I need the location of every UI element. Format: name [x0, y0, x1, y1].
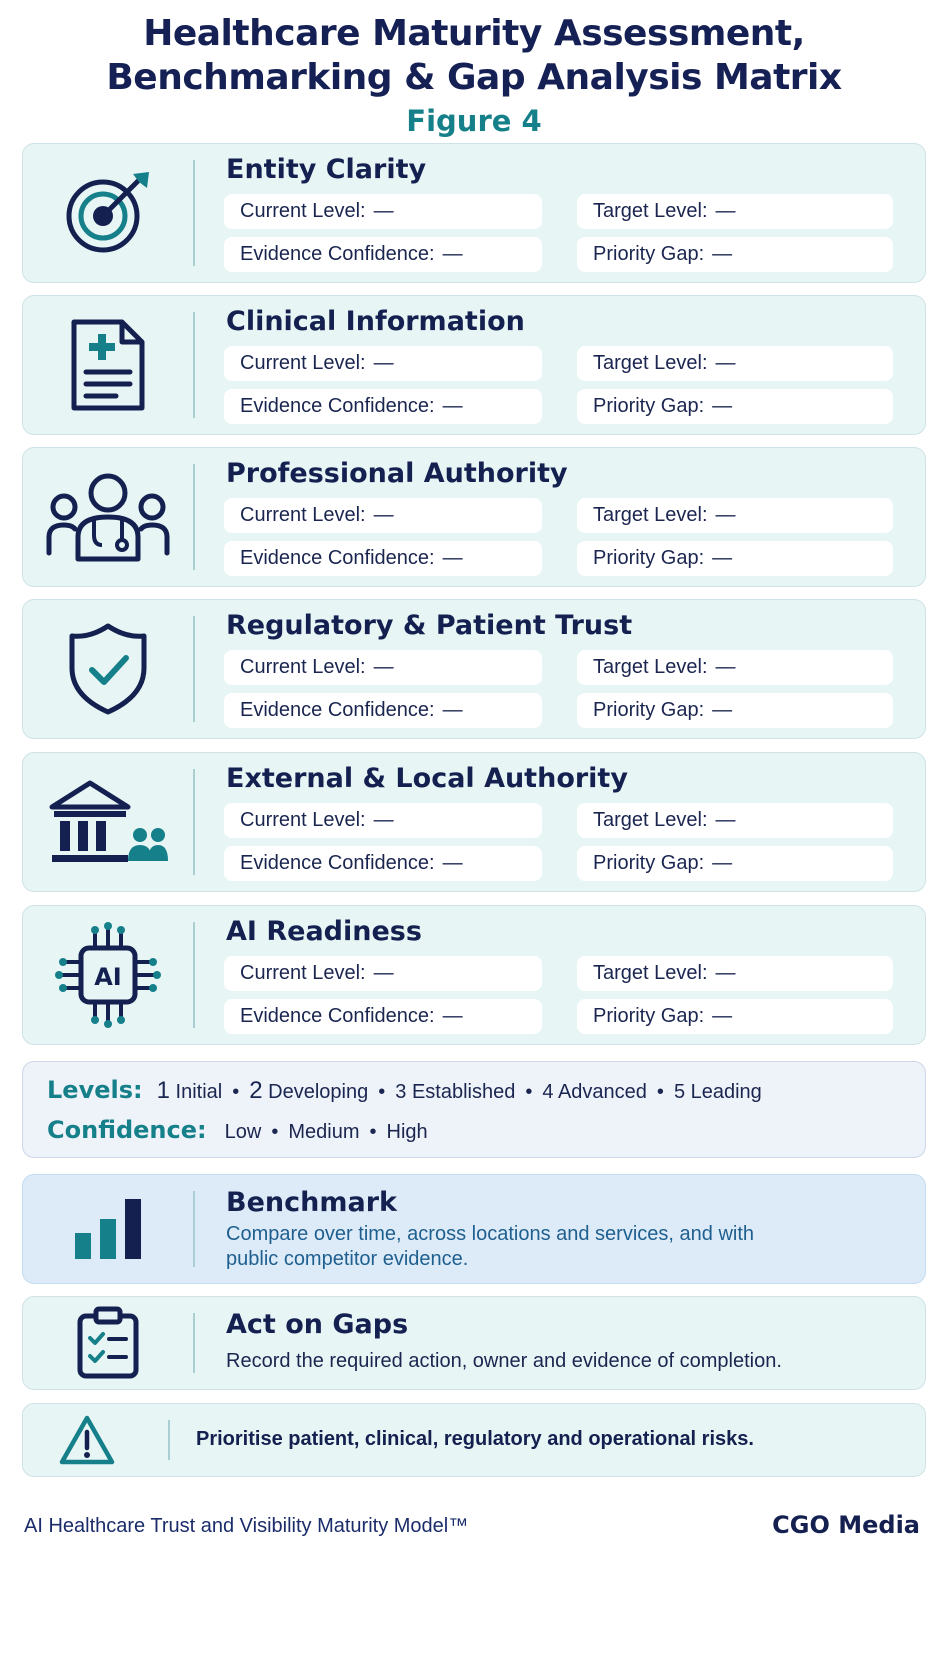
target-level-label: Target Level:: [593, 504, 708, 526]
category-card-external-authority: [22, 752, 926, 892]
target-level-field: [577, 498, 893, 533]
target-level-value: —: [715, 352, 736, 374]
evidence-confidence-field: [224, 389, 542, 424]
priority-gap-field: [577, 846, 893, 881]
level-number: 3: [395, 1081, 407, 1103]
priority-gap-label: Priority Gap:: [593, 243, 705, 265]
target-icon: [23, 144, 193, 282]
evidence-confidence-value: —: [442, 395, 463, 417]
clinician-team-icon: [23, 448, 193, 586]
clipboard-checklist-icon: [23, 1297, 193, 1389]
confidence-level: Medium: [288, 1121, 360, 1143]
evidence-confidence-label: Evidence Confidence:: [240, 547, 435, 569]
target-level-value: —: [715, 962, 736, 984]
category-card-clinical-information: [22, 295, 926, 435]
card-divider: [193, 769, 195, 875]
evidence-confidence-label: Evidence Confidence:: [240, 1005, 435, 1027]
title-line-2: Benchmarking & Gap Analysis Matrix: [106, 57, 842, 98]
current-level-label: Current Level:: [240, 504, 366, 526]
priority-gap-value: —: [712, 395, 733, 417]
svg-text:AI: AI: [94, 963, 122, 991]
category-card-entity-clarity: [22, 143, 926, 283]
priority-gap-field: [577, 237, 893, 272]
category-title: External & Local Authority: [226, 763, 628, 794]
target-level-label: Target Level:: [593, 962, 708, 984]
target-level-label: Target Level:: [593, 200, 708, 222]
evidence-confidence-field: [224, 237, 542, 272]
category-title: Professional Authority: [226, 458, 568, 489]
levels-list: [157, 1077, 762, 1105]
levels-row: [47, 1076, 762, 1105]
target-level-label: Target Level:: [593, 352, 708, 374]
evidence-confidence-value: —: [442, 243, 463, 265]
priority-gap-label: Priority Gap:: [593, 395, 705, 417]
evidence-confidence-label: Evidence Confidence:: [240, 395, 435, 417]
evidence-confidence-value: —: [442, 852, 463, 874]
priority-gap-field: [577, 693, 893, 728]
category-card-professional-authority: [22, 447, 926, 587]
ai-chip-icon: [23, 906, 193, 1044]
evidence-confidence-label: Evidence Confidence:: [240, 699, 435, 721]
priority-gap-label: Priority Gap:: [593, 1005, 705, 1027]
separator-dot: •: [232, 1081, 240, 1103]
confidence-list: [225, 1121, 428, 1144]
current-level-value: —: [373, 200, 394, 222]
level-name: Advanced: [557, 1081, 647, 1103]
scale-legend: [22, 1061, 926, 1158]
priority-gap-value: —: [712, 1005, 733, 1027]
level-name: Leading: [690, 1081, 762, 1103]
brand-logo: CGO Media: [772, 1511, 920, 1539]
current-level-value: —: [373, 504, 394, 526]
figure-label: Figure 4: [406, 104, 542, 138]
card-divider: [193, 312, 195, 418]
current-level-label: Current Level:: [240, 352, 366, 374]
level-number: 1: [156, 1077, 170, 1104]
level-name: Developing: [268, 1081, 369, 1103]
category-title: Regulatory & Patient Trust: [226, 610, 633, 641]
separator-dot: •: [271, 1121, 279, 1143]
current-level-field: [224, 498, 542, 533]
benchmark-title: Benchmark: [226, 1187, 397, 1218]
evidence-confidence-field: [224, 999, 542, 1034]
separator-dot: •: [378, 1081, 386, 1103]
evidence-confidence-field: [224, 846, 542, 881]
current-level-field: [224, 650, 542, 685]
act-title: Act on Gaps: [226, 1309, 409, 1340]
priority-gap-value: —: [712, 852, 733, 874]
category-title: AI Readiness: [226, 916, 422, 947]
benchmark-desc-line-2: public competitor evidence.: [226, 1248, 469, 1270]
act-on-gaps-card: [22, 1296, 926, 1390]
priority-gap-value: —: [712, 243, 733, 265]
card-divider: [168, 1420, 170, 1460]
current-level-field: [224, 346, 542, 381]
evidence-confidence-field: [224, 541, 542, 576]
priority-gap-label: Priority Gap:: [593, 547, 705, 569]
bar-chart-icon: [23, 1175, 193, 1283]
levels-label: Levels:: [47, 1076, 143, 1104]
page-title: [0, 12, 948, 100]
evidence-confidence-value: —: [442, 1005, 463, 1027]
card-divider: [193, 464, 195, 570]
medical-document-icon: [23, 296, 193, 434]
card-divider: [193, 1191, 195, 1267]
card-divider: [193, 160, 195, 266]
confidence-label: Confidence:: [47, 1116, 207, 1144]
current-level-label: Current Level:: [240, 656, 366, 678]
level-name: Initial: [175, 1081, 223, 1103]
warning-triangle-icon: [59, 1414, 115, 1471]
benchmark-desc-line-1: Compare over time, across locations and services, and with: [226, 1223, 755, 1245]
current-level-value: —: [373, 656, 394, 678]
card-divider: [193, 616, 195, 722]
current-level-label: Current Level:: [240, 809, 366, 831]
evidence-confidence-value: —: [442, 699, 463, 721]
current-level-value: —: [373, 352, 394, 374]
confidence-level: High: [386, 1121, 428, 1143]
target-level-label: Target Level:: [593, 809, 708, 831]
priority-gap-value: —: [712, 547, 733, 569]
current-level-label: Current Level:: [240, 962, 366, 984]
priority-gap-field: [577, 389, 893, 424]
confidence-level: Low: [224, 1121, 262, 1143]
level-number: 2: [249, 1077, 263, 1104]
risk-priority-note: [22, 1403, 926, 1477]
institution-people-icon: [23, 753, 193, 891]
separator-dot: •: [525, 1081, 533, 1103]
evidence-confidence-field: [224, 693, 542, 728]
target-level-field: [577, 803, 893, 838]
model-name: AI Healthcare Trust and Visibility Maturity Model™: [24, 1515, 469, 1537]
current-level-field: [224, 803, 542, 838]
category-title: Entity Clarity: [226, 154, 427, 185]
target-level-value: —: [715, 504, 736, 526]
target-level-field: [577, 650, 893, 685]
target-level-field: [577, 194, 893, 229]
shield-check-icon: [23, 600, 193, 738]
current-level-value: —: [373, 962, 394, 984]
target-level-field: [577, 346, 893, 381]
risk-priority-text: Prioritise patient, clinical, regulatory and operational risks.: [196, 1428, 754, 1450]
card-divider: [193, 1313, 195, 1373]
confidence-row: [47, 1116, 428, 1144]
act-description: Record the required action, owner and evidence of completion.: [226, 1350, 782, 1372]
separator-dot: •: [369, 1121, 377, 1143]
target-level-label: Target Level:: [593, 656, 708, 678]
target-level-value: —: [715, 809, 736, 831]
current-level-value: —: [373, 809, 394, 831]
target-level-field: [577, 956, 893, 991]
level-number: 5: [673, 1081, 686, 1103]
level-number: 4: [542, 1081, 554, 1103]
current-level-label: Current Level:: [240, 200, 366, 222]
category-card-regulatory-trust: [22, 599, 926, 739]
target-level-value: —: [715, 200, 736, 222]
evidence-confidence-label: Evidence Confidence:: [240, 852, 435, 874]
priority-gap-value: —: [712, 699, 733, 721]
evidence-confidence-value: —: [442, 547, 463, 569]
priority-gap-label: Priority Gap:: [593, 852, 705, 874]
target-level-value: —: [715, 656, 736, 678]
title-line-1: Healthcare Maturity Assessment,: [143, 13, 805, 54]
card-divider: [193, 922, 195, 1028]
priority-gap-field: [577, 541, 893, 576]
priority-gap-label: Priority Gap:: [593, 699, 705, 721]
benchmark-card: [22, 1174, 926, 1284]
benchmark-description: [226, 1222, 754, 1272]
category-title: Clinical Information: [226, 306, 525, 337]
evidence-confidence-label: Evidence Confidence:: [240, 243, 435, 265]
current-level-field: [224, 956, 542, 991]
separator-dot: •: [656, 1081, 664, 1103]
current-level-field: [224, 194, 542, 229]
level-name: Established: [411, 1081, 516, 1103]
category-card-ai-readiness: [22, 905, 926, 1045]
priority-gap-field: [577, 999, 893, 1034]
